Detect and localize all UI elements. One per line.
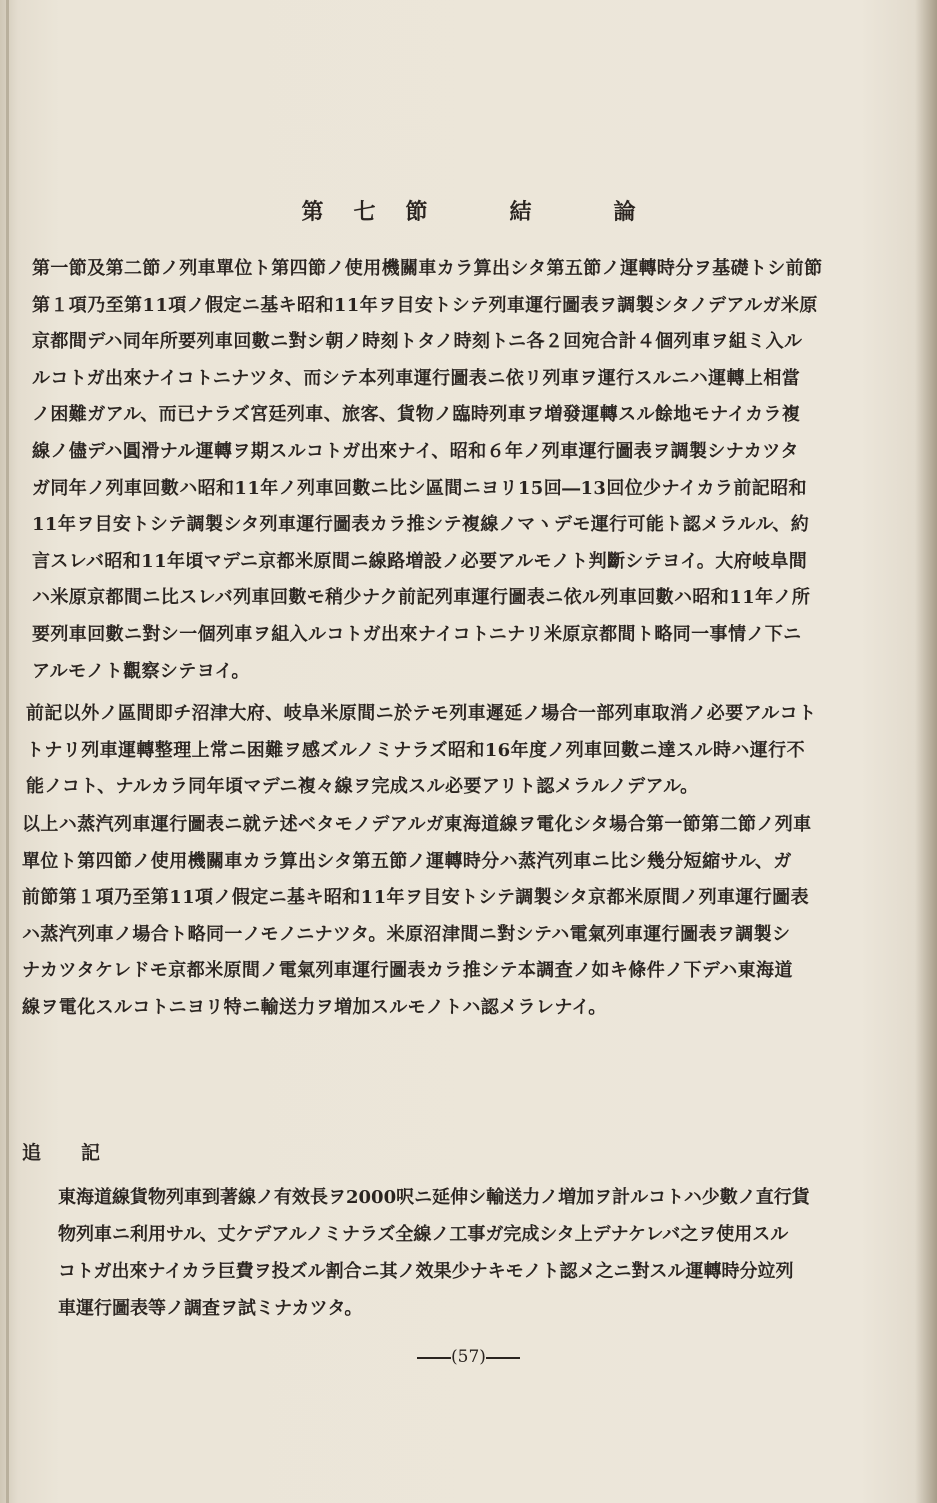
text-line: 單位ト第四節ノ使用機關車カラ算出シタ第五節ノ運轉時分ハ蒸汽列車ニ比シ幾分短縮サル、ガ bbox=[22, 850, 792, 872]
paragraph-conclusion-3 bbox=[22, 807, 822, 1027]
text-line: 11年ヲ目安トシテ調製シタ列車運行圖表カラ推シテ複線ノマヽデモ運行可能ト認メラルル、約 bbox=[32, 514, 810, 536]
text-line: 線ヲ電化スルコトニヨリ特ニ輸送力ヲ増加スルモノトハ認メラレナイ。 bbox=[22, 996, 607, 1018]
page-number-text: (57) bbox=[451, 1347, 486, 1367]
text-line: 車運行圖表等ノ調査ヲ試ミナカツタ。 bbox=[58, 1298, 363, 1319]
text-line: 前記以外ノ區間即チ沼津大府、岐阜米原間ニ於テモ列車遲延ノ場合一部列車取消ノ必要アルコト bbox=[26, 703, 817, 724]
text-line: 京都間デハ同年所要列車回數ニ對シ朝ノ時刻トタノ時刻トニ各２回宛合計４個列車ヲ組ミ入ル bbox=[32, 331, 803, 353]
postscript-heading: 追記 bbox=[22, 1142, 141, 1164]
paragraph-conclusion-2 bbox=[26, 696, 826, 806]
text-line: ガ同年ノ列車回數ハ昭和11年ノ列車回數ニ比シ區間ニヨリ15回―13回位少ナイカラ前記昭和 bbox=[32, 477, 807, 499]
text-line: 物列車ニ利用サル、丈ケデアルノミナラズ全線ノ工事ガ完成シタ上デナケレバ之ヲ使用スル bbox=[58, 1224, 789, 1245]
dash-left bbox=[417, 1357, 451, 1359]
text-line: トナリ列車運轉整理上常ニ困難ヲ感ズルノミナラズ昭和16年度ノ列車回數ニ達スル時ハ運行不 bbox=[26, 739, 805, 761]
paragraph-conclusion-1 bbox=[32, 251, 832, 690]
section-title: 第七節 結 論 bbox=[301, 199, 666, 225]
text-line: 第一節及第二節ノ列車單位ト第四節ノ使用機關車カラ算出シタ第五節ノ運轉時分ヲ基礎トシ前節 bbox=[32, 258, 823, 279]
page-number bbox=[0, 1347, 937, 1367]
text-line: ナカツタケレドモ京都米原間ノ電氣列車運行圖表カラ推シテ本調査ノ如キ條件ノ下デハ東海道 bbox=[22, 960, 793, 982]
text-line: 能ノコト、ナルカラ同年頃マデニ複々線ヲ完成スル必要アリト認メラルノデアル。 bbox=[26, 776, 699, 798]
text-line: アルモノト觀察シテヨイ。 bbox=[32, 660, 250, 682]
dash-right bbox=[486, 1357, 520, 1359]
text-line: 線ノ儘デハ圓滑ナル運轉ヲ期スルコトガ出來ナイ、昭和６年ノ列車運行圖表ヲ調製シナカツタ bbox=[32, 440, 799, 462]
text-line: ルコトガ出來ナイコトニナツタ、而シテ本列車運行圖表ニ依リ列車ヲ運行スルニハ運轉上相當 bbox=[32, 367, 801, 389]
text-line: 前節第１項乃至第11項ノ假定ニ基キ昭和11年ヲ目安トシテ調製シタ京都米原間ノ列車運行圖表 bbox=[22, 887, 809, 909]
text-line: 第１項乃至第11項ノ假定ニ基キ昭和11年ヲ目安トシテ列車運行圖表ヲ調製シタノデアルガ米原 bbox=[32, 294, 818, 316]
text-line: 東海道線貨物列車到著線ノ有效長ヲ2000呎ニ延伸シ輸送力ノ増加ヲ計ルコトハ少數ノ直行貨 bbox=[58, 1187, 810, 1208]
text-line: ノ困難ガアル、而已ナラズ宮廷列車、旅客、貨物ノ臨時列車ヲ増發運轉スル餘地モナイカラ複 bbox=[32, 404, 801, 426]
text-line: 言スレバ昭和11年頃マデニ京都米原間ニ線路増設ノ必要アルモノト判斷シテヨイ。大府岐阜間 bbox=[32, 550, 808, 572]
text-line: コトガ出來ナイカラ巨費ヲ投ズル割合ニ其ノ效果少ナキモノト認メ之ニ對スル運轉時分竝列 bbox=[58, 1261, 794, 1282]
postscript-body bbox=[58, 1179, 838, 1327]
text-line: 要列車回數ニ對シ一個列車ヲ組入ルコトガ出來ナイコトニナリ米原京都間ト略同一事情ノ下ニ bbox=[32, 623, 802, 645]
text-line: ハ蒸汽列車ノ場合ト略同一ノモノニナツタ。米原沼津間ニ對シテハ電氣列車運行圖表ヲ調製シ bbox=[22, 923, 791, 945]
text-line: ハ米原京都間ニ比スレバ列車回數モ稍少ナク前記列車運行圖表ニ依ル列車回數ハ昭和11年ノ所 bbox=[32, 587, 811, 609]
text-line: 以上ハ蒸汽列車運行圖表ニ就テ述ベタモノデアルガ東海道線ヲ電化シタ場合第一節第二節ノ列車 bbox=[22, 814, 812, 835]
